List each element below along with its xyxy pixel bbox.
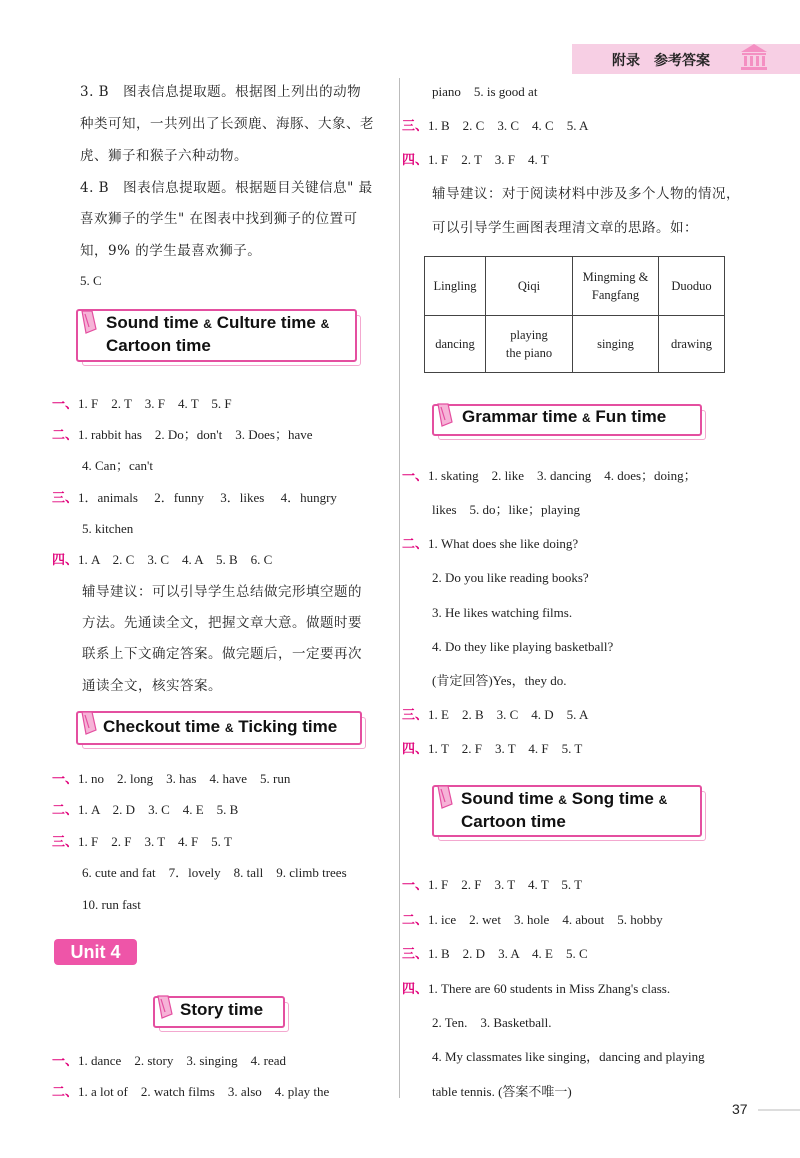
question-number: 一、 — [402, 877, 429, 892]
answer-text: 10. run fast — [82, 897, 141, 912]
answer-text: 5. kitchen — [82, 521, 134, 536]
question-number: 一、 — [52, 1053, 79, 1068]
answer-text: 1. What does she like doing? — [428, 536, 579, 551]
answer-text: 3. He likes watching films. — [432, 605, 573, 620]
question-number: 三、 — [402, 946, 429, 961]
column-divider — [399, 78, 400, 1098]
answer-text: 1. A 2. D 3. C 4. E 5. B — [78, 802, 239, 817]
tip-text: 可以引导学生画图表理清文章的思路。如： — [432, 220, 698, 236]
question-number: 二、 — [52, 802, 79, 817]
answer-text: piano 5. is good at — [432, 84, 538, 99]
answer-row — [52, 490, 337, 506]
answer-row — [52, 552, 272, 568]
section-title-part: Culture time — [216, 313, 316, 332]
answer-row — [52, 802, 238, 818]
question-number: 二、 — [402, 536, 429, 551]
table-cell-line: the piano — [505, 346, 553, 360]
ampersand: & — [320, 317, 330, 331]
table-cell: Duoduo — [659, 257, 725, 316]
table-cell-line: playing — [510, 328, 548, 342]
header-title — [612, 50, 724, 70]
question-number: 三、 — [52, 834, 79, 849]
section-title — [180, 999, 263, 1021]
answer-row — [402, 118, 588, 134]
answer-text: 喜欢狮子的学生" 在图表中找到狮子的位置可 — [80, 211, 358, 227]
answer-row — [52, 427, 313, 443]
section-title-part: Sound time — [461, 789, 554, 808]
ampersand: & — [582, 411, 591, 425]
answer-row — [402, 152, 549, 168]
answer-row — [402, 468, 697, 484]
answer-text: 5. C — [80, 273, 102, 288]
answer-row — [52, 1053, 286, 1069]
answer-text: 3. B 图表信息提取题。根据图上列出的动物 — [80, 84, 362, 100]
answer-row — [402, 981, 670, 997]
answer-text: likes 5. do；like；playing — [432, 502, 581, 517]
header-answers: 参考答案 — [654, 53, 710, 69]
answer-text: 1. B 2. C 3. C 4. C 5. A — [428, 118, 589, 133]
answer-row — [52, 771, 290, 787]
table-cell-line: Fangfang — [591, 288, 640, 302]
question-number: 四、 — [402, 741, 429, 756]
answer-row — [402, 877, 582, 893]
tip-text: 方法。先通读全文，把握文章大意。做题时要 — [82, 615, 362, 631]
question-number: 二、 — [52, 427, 79, 442]
section-title-part: Fun time — [595, 407, 667, 426]
question-number: 四、 — [402, 981, 429, 996]
answer-text: table tennis. (答案不唯一) — [432, 1084, 572, 1099]
answer-text: 1. dance 2. story 3. singing 4. read — [78, 1053, 286, 1068]
answer-text: 种类可知，一共列出了长颈鹿、海豚、大象、老 — [80, 116, 374, 132]
answer-text: 1. no 2. long 3. has 4. have 5. run — [78, 771, 291, 786]
tip-text: 通读全文，核实答案。 — [82, 678, 222, 694]
ribbon-icon — [434, 784, 456, 810]
tip-text: 辅导建议：可以引导学生总结做完形填空题的 — [82, 584, 362, 600]
answer-text: 1. F 2. T 3. F 4. T 5. F — [78, 396, 232, 411]
section-title-part: Cartoon time — [106, 336, 211, 355]
unit-badge: Unit 4 — [54, 939, 137, 965]
section-title-part: Sound time — [106, 313, 199, 332]
table-cell: singing — [573, 316, 659, 373]
answer-text: 1. E 2. B 3. C 4. D 5. A — [428, 707, 589, 722]
answer-text: 1. A 2. C 3. C 4. A 5. B 6. C — [78, 552, 273, 567]
question-number: 一、 — [52, 771, 79, 786]
answer-text: 1. F 2. F 3. T 4. T 5. T — [428, 877, 583, 892]
answer-text: 1. F 2. F 3. T 4. F 5. T — [78, 834, 232, 849]
table-cell: drawing — [659, 316, 725, 373]
section-title-part: Cartoon time — [461, 812, 566, 831]
table-cell: Lingling — [425, 257, 486, 316]
question-number: 二、 — [52, 1084, 79, 1099]
section-title — [106, 312, 329, 357]
answer-text: 2. Ten. 3. Basketball. — [432, 1015, 552, 1030]
ampersand: & — [558, 793, 567, 807]
question-number: 四、 — [402, 152, 429, 167]
section-title-part: Grammar time — [462, 407, 578, 426]
answer-row — [52, 834, 232, 850]
answer-text: 1. B 2. D 3. A 4. E 5. C — [428, 946, 588, 961]
table-cell: Qiqi — [486, 257, 573, 316]
answer-text: 4. My classmates like singing，dancing and playing — [432, 1049, 705, 1064]
answer-text: 1. There are 60 students in Miss Zhang's class. — [428, 981, 671, 996]
answer-text: 1. skating 2. like 3. dancing 4. does；doing； — [428, 468, 697, 483]
answer-text: 6. cute and fat 7．lovely 8. tall 9. climb trees — [82, 865, 347, 880]
tip-text: 辅导建议：对于阅读材料中涉及多个人物的情况， — [432, 186, 740, 202]
ribbon-icon — [154, 994, 176, 1020]
people-activity-table — [424, 256, 725, 373]
answer-text: 1. F 2. T 3. F 4. T — [428, 152, 549, 167]
ampersand: & — [224, 721, 234, 735]
answer-row — [52, 1084, 329, 1100]
ribbon-icon — [78, 710, 100, 736]
answer-text: 4. Do they like playing basketball? — [432, 639, 614, 654]
ribbon-icon — [78, 309, 100, 335]
section-title-part: Song time — [571, 789, 654, 808]
answer-row — [402, 912, 663, 928]
question-number: 三、 — [52, 490, 79, 505]
ampersand: & — [203, 317, 212, 331]
answer-text: 4. B 图表信息提取题。根据题目关键信息" 最 — [80, 180, 373, 196]
answer-text: 1. a lot of 2. watch films 3. also 4. play the — [78, 1084, 330, 1099]
table-cell — [573, 257, 659, 316]
section-title-part: Ticking time — [238, 717, 338, 736]
answer-row — [402, 707, 588, 723]
question-number: 一、 — [402, 468, 429, 483]
answer-text: 1. rabbit has 2. Do；don't 3. Does；have — [78, 427, 313, 442]
question-number: 三、 — [402, 707, 429, 722]
answer-row — [52, 396, 232, 412]
answer-text: 2. Do you like reading books? — [432, 570, 589, 585]
section-title — [103, 716, 337, 739]
question-number: 四、 — [52, 552, 79, 567]
question-number: 二、 — [402, 912, 429, 927]
ribbon-icon — [434, 402, 456, 428]
temple-icon — [739, 43, 769, 71]
answer-text: 1. T 2. F 3. T 4. F 5. T — [428, 741, 583, 756]
answer-text: 1．animals 2．funny 3．likes 4．hungry — [78, 490, 337, 505]
answer-text: 知，9% 的学生最喜欢狮子。 — [80, 243, 262, 259]
page-number: 37 — [732, 1101, 748, 1117]
answer-row — [402, 536, 578, 552]
question-number: 一、 — [52, 396, 79, 411]
header-appendix: 附录 — [612, 53, 640, 69]
page-number-rule — [758, 1109, 800, 1111]
ampersand: & — [658, 793, 668, 807]
section-title — [462, 406, 666, 429]
answer-text: (肯定回答)Yes，they do. — [432, 673, 567, 688]
section-title-part: Checkout time — [103, 717, 221, 736]
answer-text: 4. Can；can't — [82, 458, 153, 473]
table-cell: dancing — [425, 316, 486, 373]
table-cell-line: Mingming & — [582, 270, 649, 284]
answer-row — [402, 741, 582, 757]
answer-text: 虎、狮子和猴子六种动物。 — [80, 148, 248, 164]
section-title — [461, 788, 667, 833]
table-row — [425, 257, 725, 316]
question-number: 三、 — [402, 118, 429, 133]
table-cell — [486, 316, 573, 373]
section-title-part: Story time — [180, 1000, 264, 1019]
tip-text: 联系上下文确定答案。做完题后，一定要再次 — [82, 646, 362, 662]
answer-text: 1. ice 2. wet 3. hole 4. about 5. hobby — [428, 912, 663, 927]
answer-row — [402, 946, 588, 962]
table-row — [425, 316, 725, 373]
